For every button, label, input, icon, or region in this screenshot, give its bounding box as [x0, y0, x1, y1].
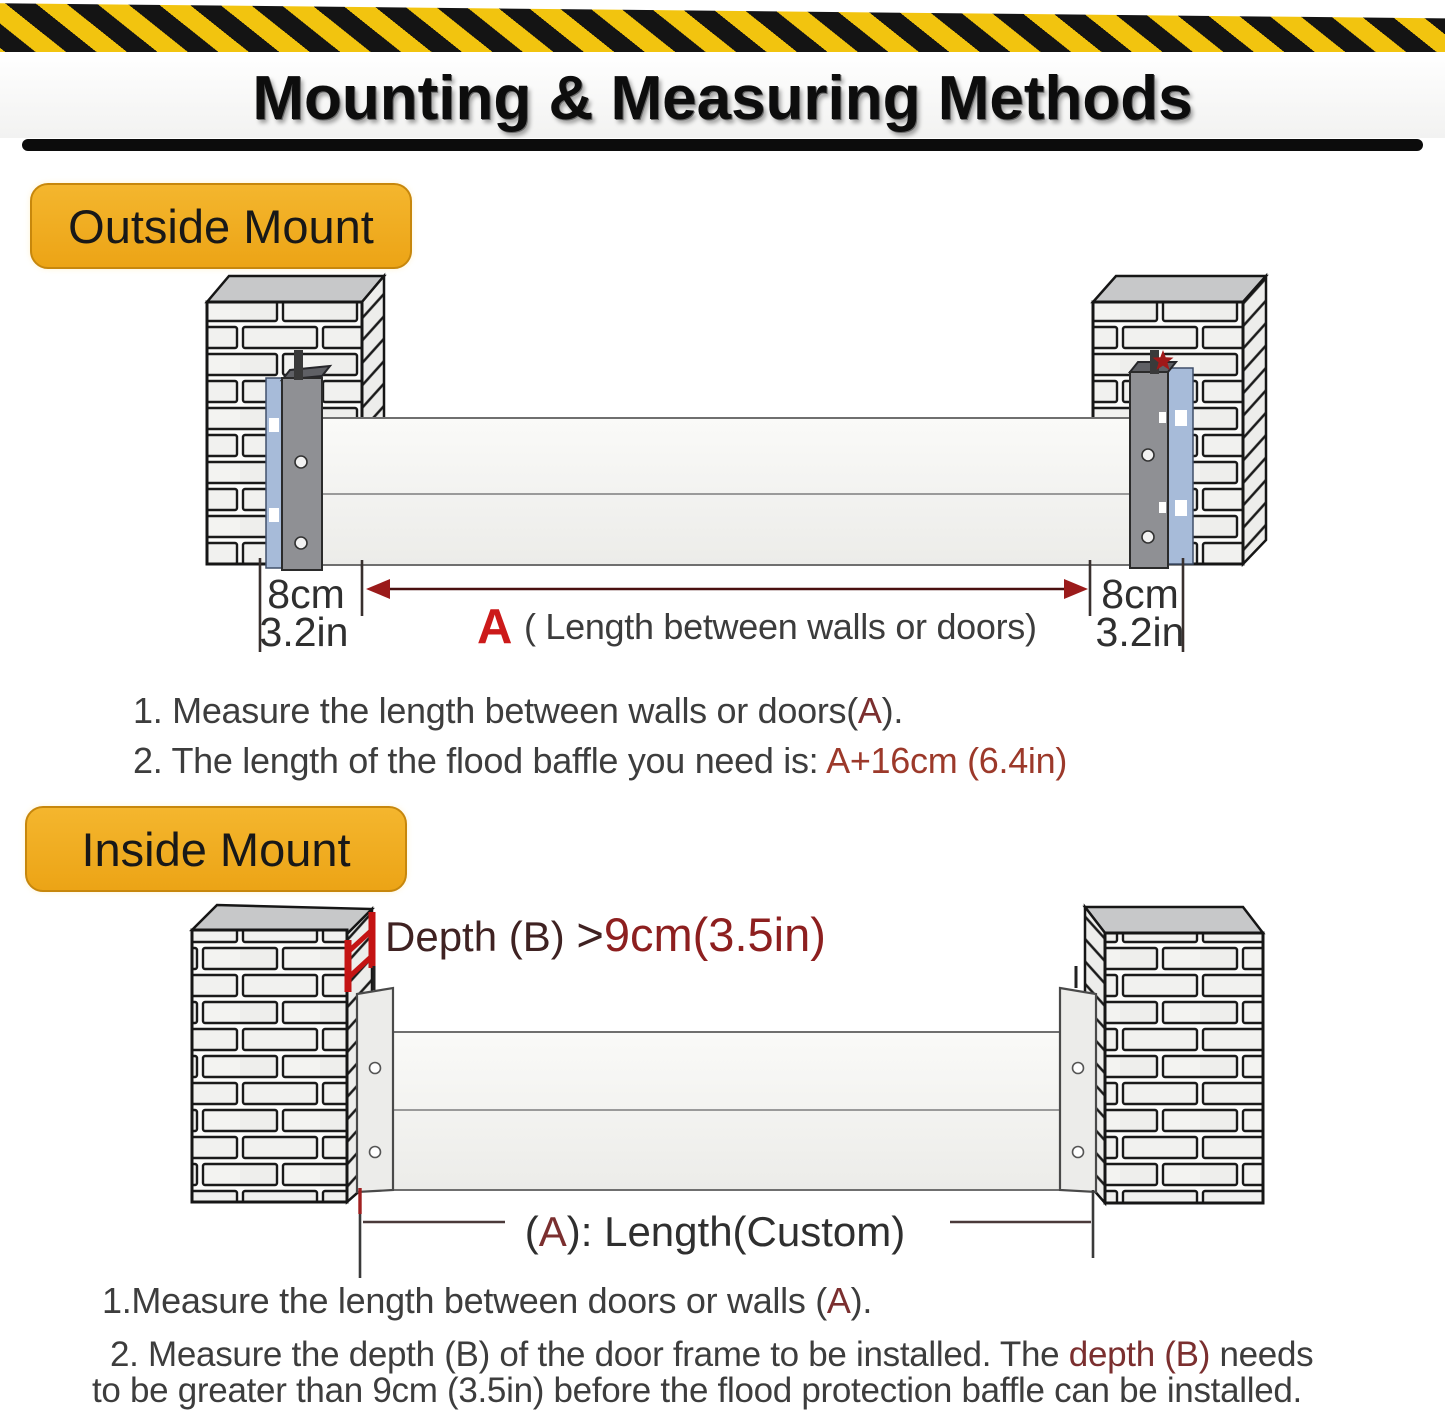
locking-pin	[294, 350, 303, 380]
right-brick-pillar	[1085, 907, 1263, 1203]
length-annotation	[445, 1208, 985, 1256]
flood-barrier-panels	[393, 1032, 1060, 1190]
right-offset-cm: 8cm	[1101, 571, 1179, 617]
outside-step-1	[133, 690, 903, 731]
length-text: ): Length(Custom)	[566, 1208, 906, 1255]
inside-step-2-line-2: to be greater than 9cm (3.5in) before the flood protection baffle can be installed.	[92, 1371, 1302, 1410]
step-text: ).	[881, 690, 904, 731]
step-text: 1. Measure the length between walls or doors(	[133, 690, 858, 731]
outside-step-2	[133, 740, 1067, 781]
inside-mount-label: Inside Mount	[25, 806, 407, 892]
step-value: A+16cm (6.4in)	[826, 740, 1068, 781]
step-text: 1.Measure the length between doors or walls (	[102, 1280, 827, 1321]
length-text: (	[524, 1208, 539, 1255]
step-text: ).	[850, 1280, 873, 1321]
left-mount-bracket	[282, 350, 330, 570]
inside-step-2-line-1	[110, 1335, 1313, 1375]
depth-value: 9cm(3.5in)	[603, 908, 826, 961]
right-offset-in: 3.2in	[1095, 609, 1185, 655]
step-text: 2. The length of the flood baffle you need is:	[133, 740, 827, 781]
step-letter: A	[826, 1280, 851, 1321]
page-title: Mounting & Measuring Methods	[252, 64, 1193, 133]
left-channel-bracket	[357, 966, 393, 1192]
depth-annotation	[385, 908, 826, 962]
step-text: needs	[1210, 1335, 1314, 1374]
outside-mount-label: Outside Mount	[30, 183, 412, 269]
inside-step-1	[102, 1280, 872, 1321]
step-highlight: depth (B)	[1068, 1335, 1211, 1374]
locking-pin	[1150, 350, 1159, 374]
depth-label: Depth (B)	[385, 913, 577, 960]
left-seal-strip	[266, 378, 283, 568]
greater-than-sign: >	[576, 908, 604, 961]
left-offset-in: 3.2in	[259, 609, 349, 655]
length-letter: A	[538, 1208, 567, 1255]
left-offset-cm: 8cm	[267, 571, 345, 617]
step-letter: A	[857, 690, 882, 731]
span-letter: A	[477, 600, 513, 654]
right-seal-strip	[1168, 368, 1193, 564]
span-caption: ( Length between walls or doors)	[524, 606, 1037, 647]
flood-barrier-panels	[322, 418, 1133, 565]
step-text: 2. Measure the depth (B) of the door frame to be installed. The	[110, 1335, 1069, 1374]
right-channel-bracket	[1060, 966, 1096, 1192]
